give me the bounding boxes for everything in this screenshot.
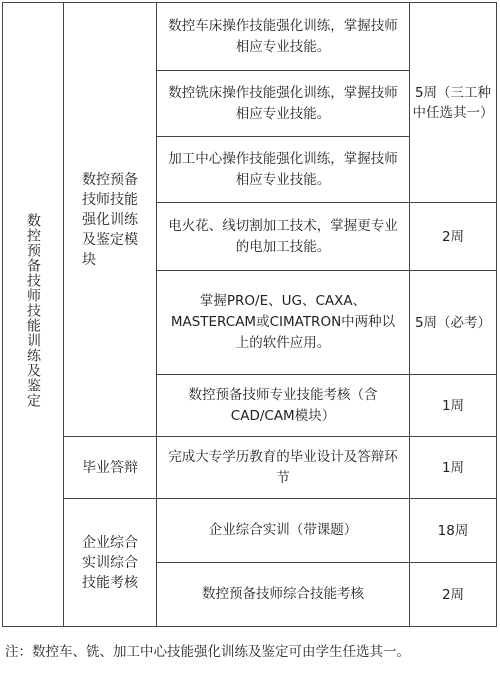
duration-value: 1周 bbox=[441, 397, 465, 414]
duration-value: 18周 bbox=[437, 522, 469, 539]
row-content: 数控预备技师综合技能考核 bbox=[202, 586, 364, 602]
table-row bbox=[157, 563, 410, 627]
row-content: 掌握PRO/E、UG、CAXA、MASTERCAM或CIMATRON中两种以上的软件应用。 bbox=[170, 293, 396, 351]
duration-value: 5周（必考） bbox=[414, 314, 492, 331]
row-content: 数控车床操作技能强化训练，掌握技师相应专业技能。 bbox=[168, 17, 398, 55]
duration-value: 5周（三工种中任选其一） bbox=[412, 84, 494, 121]
table-row bbox=[157, 3, 410, 71]
duration-value: 1周 bbox=[441, 459, 465, 476]
table-row bbox=[157, 437, 410, 499]
table-row bbox=[157, 71, 410, 137]
table-row bbox=[157, 375, 410, 437]
table-row bbox=[157, 499, 410, 563]
category-label: 数控预备技师技能训练及鉴定 bbox=[25, 212, 41, 408]
row-content: 企业综合实训（带课题） bbox=[208, 522, 358, 538]
row-content: 数控铣床操作技能强化训练，掌握技师相应专业技能。 bbox=[168, 84, 398, 122]
group-cell-enterprise bbox=[64, 499, 157, 627]
group-label: 毕业答辩 bbox=[82, 459, 138, 476]
group-cell-defense bbox=[64, 437, 157, 499]
group-cell-intensive bbox=[64, 3, 157, 437]
duration-value: 2周 bbox=[441, 228, 465, 245]
row-content: 电火花、线切割加工技术，掌握更专业的电加工技能。 bbox=[168, 217, 398, 255]
duration-cell bbox=[410, 203, 497, 271]
duration-value: 2周 bbox=[441, 586, 465, 603]
training-table bbox=[2, 2, 497, 627]
group-label: 数控预备技师技能强化训练及鉴定模块 bbox=[82, 171, 138, 268]
duration-cell bbox=[410, 499, 497, 563]
group-label: 企业综合实训综合技能考核 bbox=[82, 534, 138, 591]
row-content: 数控预备技师专业技能考核（含CAD/CAM模块） bbox=[188, 386, 378, 424]
table-row bbox=[157, 203, 410, 271]
duration-cell bbox=[410, 3, 497, 203]
row-content: 加工中心操作技能强化训练，掌握技师相应专业技能。 bbox=[168, 150, 398, 188]
table-row bbox=[157, 137, 410, 203]
row-content: 完成大专学历教育的毕业设计及答辩环节 bbox=[168, 448, 398, 486]
duration-cell bbox=[410, 563, 497, 627]
table-row bbox=[157, 271, 410, 375]
footnote: 注：数控车、铣、加工中心技能强化训练及鉴定可由学生任选其一。 bbox=[5, 644, 410, 660]
category-cell bbox=[3, 3, 64, 627]
duration-cell bbox=[410, 437, 497, 499]
duration-cell bbox=[410, 271, 497, 375]
duration-cell bbox=[410, 375, 497, 437]
